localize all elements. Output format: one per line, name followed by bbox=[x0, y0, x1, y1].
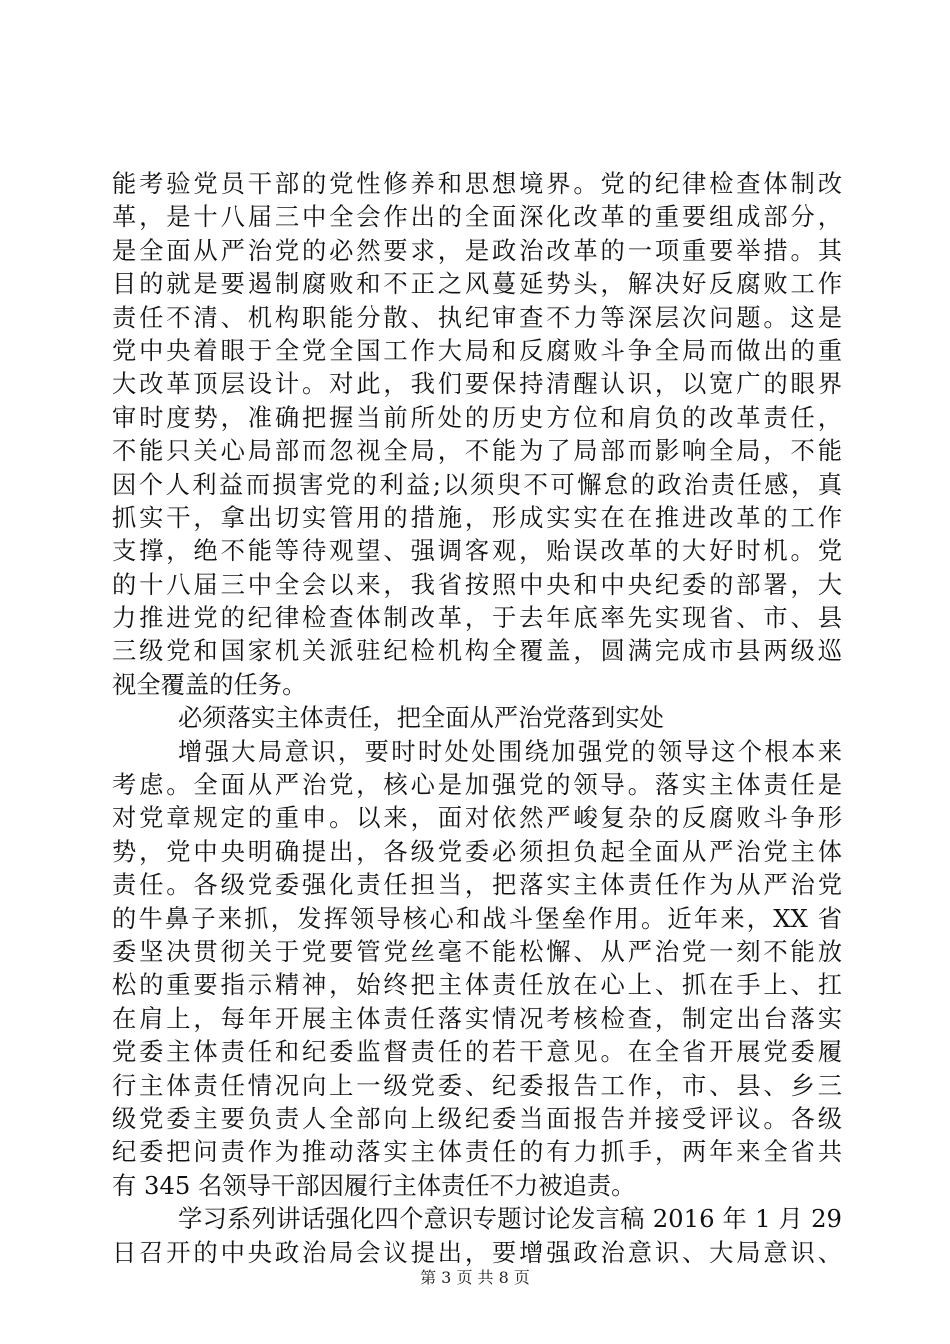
text-line: 有 345 名领导干部因履行主体责任不力被追责。 bbox=[112, 1170, 636, 1200]
text-line: 在肩上，每年开展主体责任落实情况考核检查，制定出台落实 bbox=[112, 1003, 842, 1033]
text-line: 行主体责任情况向上一级党委、纪委报告工作，市、县、乡三 bbox=[112, 1070, 842, 1100]
text-line: 委坚决贯彻关于党要管党丝毫不能松懈、从严治党一刻不能放 bbox=[112, 936, 842, 966]
text-line: 审时度势，准确把握当前所处的历史方位和肩负的改革责任， bbox=[112, 402, 842, 432]
text-line: 视全覆盖的任务。 bbox=[112, 669, 307, 699]
text-line: 目的就是要遏制腐败和不正之风蔓延势头，解决好反腐败工作 bbox=[112, 269, 842, 299]
text-line: 大改革顶层设计。对此，我们要保持清醒认识，以宽广的眼界 bbox=[112, 369, 842, 399]
text-line: 责任。各级党委强化责任担当，把落实主体责任作为从严治党 bbox=[112, 870, 842, 900]
text-line: 是全面从严治党的必然要求，是政治改革的一项重要举措。其 bbox=[112, 235, 842, 265]
text-line: 增强大局意识，要时时处处围绕加强党的领导这个根本来 bbox=[178, 736, 842, 766]
text-line: 势，党中央明确提出，各级党委必须担负起全面从严治党主体 bbox=[112, 836, 842, 866]
text-line: 纪委把问责作为推动落实主体责任的有力抓手，两年来全省共 bbox=[112, 1137, 842, 1167]
text-line: 因个人利益而损害党的利益;以须臾不可懈怠的政治责任感，真 bbox=[112, 469, 842, 499]
text-line: 级党委主要负责人全部向上级纪委当面报告并接受评议。各级 bbox=[112, 1103, 842, 1133]
text-line: 松的重要指示精神，始终把主体责任放在心上、抓在手上、扛 bbox=[112, 970, 842, 1000]
text-line: 支撑，绝不能等待观望、强调客观，贻误改革的大好时机。党 bbox=[112, 536, 842, 566]
text-line: 党委主体责任和纪委监督责任的若干意见。在全省开展党委履 bbox=[112, 1037, 842, 1067]
text-line: 三级党和国家机关派驻纪检机构全覆盖，圆满完成市县两级巡 bbox=[112, 636, 842, 666]
text-line: 不能只关心局部而忽视全局，不能为了局部而影响全局，不能 bbox=[112, 436, 842, 466]
body-text bbox=[112, 167, 842, 1269]
text-line: 对党章规定的重申。以来，面对依然严峻复杂的反腐败斗争形 bbox=[112, 803, 842, 833]
section-heading: 必须落实主体责任，把全面从严治党落到实处 bbox=[178, 703, 664, 733]
text-line: 抓实干，拿出切实管用的措施，形成实实在在推进改革的工作 bbox=[112, 502, 842, 532]
text-line: 日召开的中央政治局会议提出，要增强政治意识、大局意识、 bbox=[112, 1237, 842, 1267]
text-line: 能考验党员干部的党性修养和思想境界。党的纪律检查体制改 bbox=[112, 169, 842, 198]
text-line: 力推进党的纪律检查体制改革，于去年底率先实现省、市、县 bbox=[112, 603, 842, 633]
page-number-footer: 第 3 页 共 8 页 bbox=[420, 1268, 530, 1287]
text-line: 责任不清、机构职能分散、执纪审查不力等深层次问题。这是 bbox=[112, 302, 842, 332]
text-line: 考虑。全面从严治党，核心是加强党的领导。落实主体责任是 bbox=[112, 770, 842, 800]
text-line: 学习系列讲话强化四个意识专题讨论发言稿 2016 年 1 月 29 bbox=[178, 1204, 842, 1234]
text-line: 的牛鼻子来抓，发挥领导核心和战斗堡垒作用。近年来，XX 省 bbox=[112, 903, 842, 933]
text-line: 党中央着眼于全党全国工作大局和反腐败斗争全局而做出的重 bbox=[112, 335, 842, 365]
text-line: 的十八届三中全会以来，我省按照中央和中央纪委的部署，大 bbox=[112, 569, 842, 599]
text-line: 革，是十八届三中全会作出的全面深化改革的重要组成部分， bbox=[112, 202, 842, 232]
